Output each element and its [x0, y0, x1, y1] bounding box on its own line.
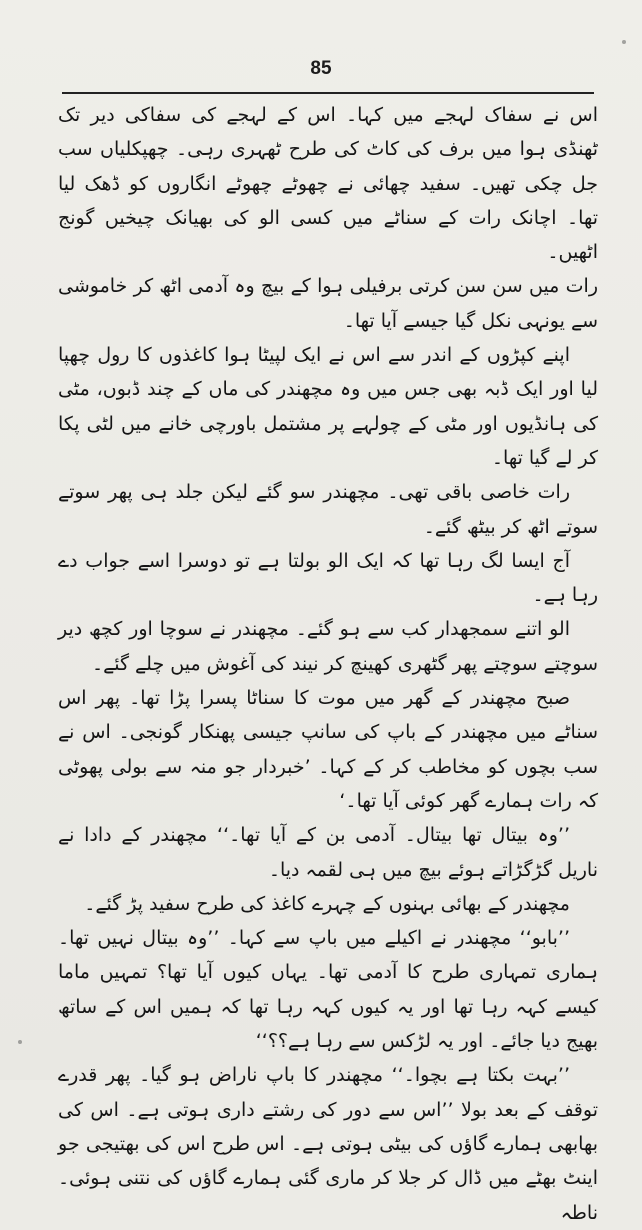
header-rule [62, 92, 594, 94]
page-number: 85 [310, 58, 332, 79]
paragraph: ’’وہ بیتال تھا بیتال۔ آدمی بن کے آیا تھا۔‘‘ مچھندر کے دادا نے ناریل گڑگڑاتے ہوئے بیچ میں ہی لقمہ دیا۔ [58, 824, 598, 881]
paragraph: صبح مچھندر کے گھر میں موت کا سناٹا پسرا پڑا تھا۔ پھر اس سناٹے میں مچھندر کے باپ کی سانپ جیسی پھنکار گونجی۔ اس نے سب بچوں کو مخاطب کر کے کہا۔ ’خبردار جو منہ سے بولی پھوٹی کہ رات ہمارے گھر کوئی آیا تھا۔‘ [58, 687, 598, 812]
paragraph: رات میں سن سن کرتی برفیلی ہوا کے بیچ وہ آدمی اٹھ کر خاموشی سے یونہی نکل گیا جیسے آیا تھا۔ [58, 275, 598, 332]
paragraph: الو اتنے سمجھدار کب سے ہو گئے۔ مچھندر نے سوچا اور کچھ دیر سوچتے سوچتے پھر گٹھری کھینچ کر نیند کی آغوش میں چلے گئے۔ [58, 618, 598, 675]
scan-speck [18, 1040, 22, 1044]
scan-speck [622, 40, 626, 44]
paragraph: رات خاصی باقی تھی۔ مچھندر سو گئے لیکن جلد ہی پھر سوتے سوتے اٹھ کر بیٹھ گئے۔ [58, 481, 598, 538]
paragraph: ’’بابو‘‘ مچھندر نے اکیلے میں باپ سے کہا۔ ’’وہ بیتال نہیں تھا۔ ہماری تمہاری طرح کا آدمی تھا۔ یہاں کیوں آیا تھا؟ تمہیں ماما کیسے کہہ رہا تھا اور یہ کیوں کہہ رہا تھا کہ ہمیں اس کے ساتھ بھیج دیا جائے۔ اور یہ لڑکس سے رہا ہے؟؟‘‘ [58, 927, 598, 1053]
paragraph: آج ایسا لگ رہا تھا کہ ایک الو بولتا ہے تو دوسرا اسے جواب دے رہا ہے۔ [58, 549, 598, 607]
paragraph: اس نے سفاک لہجے میں کہا۔ اس کے لہجے کی سفاکی دیر تک ٹھنڈی ہوا میں برف کی کاٹ کی طرح ٹھہری رہی۔ چھپکلیاں سب جل چکی تھیں۔ سفید چھائی نے چھوٹے چھوٹے انگاروں کو ڈھک لیا تھا۔ اچانک رات کے سناٹے میں کسی الو کی بھیانک چیخیں گونج اٹھیں۔ [58, 104, 598, 264]
paragraph: ’’بہت بکتا ہے بچوا۔‘‘ مچھندر کا باپ ناراض ہو گیا۔ پھر قدرے توقف کے بعد بولا ’’اس سے دور کی رشتے داری ہوتی ہے۔ اس کی بھابھی ہمارے گاؤں کی بیٹی ہوتی ہے۔ اس طرح اس کی بھتیجی جو اینٹ بھٹے میں ڈال کر جلا کر ماری گئی ہمارے گاؤں کی نتنی ہوئی۔ ناطہ [58, 1064, 598, 1224]
page-body-text [58, 98, 598, 1230]
paragraph: اپنے کپڑوں کے اندر سے اس نے ایک لپیٹا ہوا کاغذوں کا رول چھپا لیا اور ایک ڈبہ بھی جس میں وہ مچھندر کی ماں کے چند ڈبوں، مٹی کی ہانڈیوں اور مٹی کے چولہے پر مشتمل باورچی خانے میں لٹی پکا کر لے گیا تھا۔ [58, 344, 598, 469]
paragraph: مچھندر کے بھائی بہنوں کے چہرے کاغذ کی طرح سفید پڑ گئے۔ [84, 892, 570, 915]
